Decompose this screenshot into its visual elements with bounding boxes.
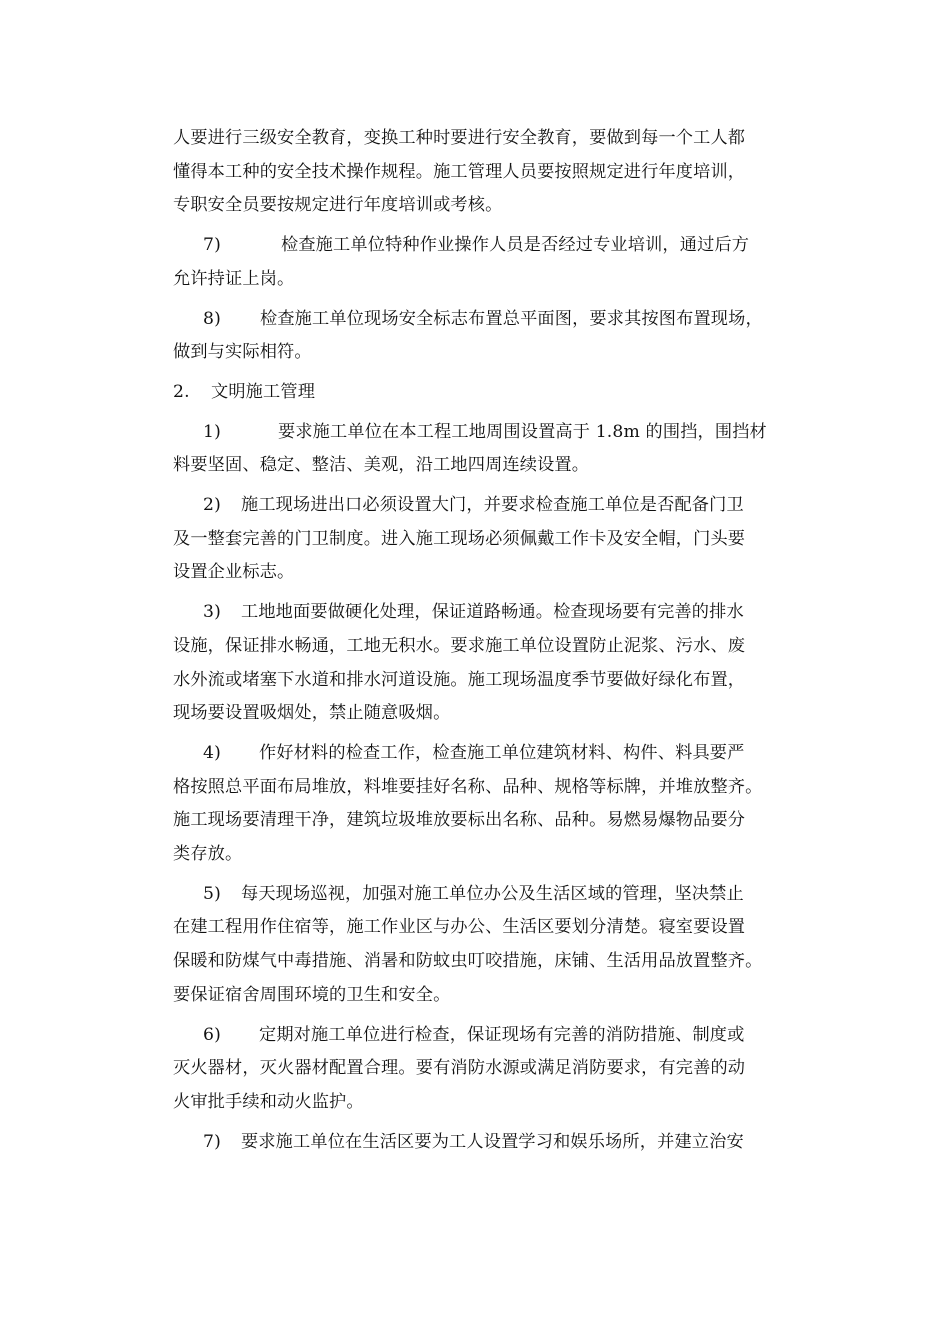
list-item-4-materials xyxy=(173,737,823,872)
list-item-7-recreation xyxy=(173,1126,823,1160)
text-line xyxy=(173,1019,823,1053)
item-text: 施工现场进出口必须设置大门，并要求检查施工单位是否配备门卫 xyxy=(241,495,744,516)
item-text: 要求施工单位在本工程工地周围设置高于 1.8m 的围挡，围挡材 xyxy=(278,421,767,442)
paragraph-continuation xyxy=(173,122,823,223)
item-number: 3) xyxy=(203,602,221,623)
text-line: 做到与实际相符。 xyxy=(173,342,312,363)
text-line: 懂得本工种的安全技术操作规程。施工管理人员要按照规定进行年度培训， xyxy=(173,161,746,182)
text-line xyxy=(173,489,823,523)
text-line xyxy=(173,596,823,630)
text-line: 料要坚固、稳定、整洁、美观，沿工地四周连续设置。 xyxy=(173,455,590,476)
text-line: 及一整套完善的门卫制度。进入施工现场必须佩戴工作卡及安全帽，门头要 xyxy=(173,528,746,549)
text-line: 火审批手续和动火监护。 xyxy=(173,1091,364,1112)
item-text: 定期对施工单位进行检查，保证现场有完善的消防措施、制度或 xyxy=(259,1024,745,1045)
item-number: 8) xyxy=(203,308,221,329)
list-item-6-fire-safety xyxy=(173,1019,823,1120)
item-text: 检查施工单位现场安全标志布置总平面图，要求其按图布置现场， xyxy=(260,308,763,329)
item-text: 要求施工单位在生活区要为工人设置学习和娱乐场所，并建立治安 xyxy=(241,1131,744,1152)
text-line: 要保证宿舍周围环境的卫生和安全。 xyxy=(173,984,451,1005)
text-line: 设施，保证排水畅通，工地无积水。要求施工单位设置防止泥浆、污水、废 xyxy=(173,635,746,656)
section-number: 2. xyxy=(173,381,190,402)
item-number: 4) xyxy=(203,742,221,763)
text-line: 格按照总平面布局堆放，料堆要挂好名称、品种、规格等标牌，并堆放整齐。 xyxy=(173,776,763,797)
text-line: 设置企业标志。 xyxy=(173,562,295,583)
text-line: 专职安全员要按规定进行年度培训或考核。 xyxy=(173,195,503,216)
text-line xyxy=(173,1126,823,1160)
item-text: 工地地面要做硬化处理，保证道路畅通。检查现场要有完善的排水 xyxy=(241,602,744,623)
text-line: 保暖和防煤气中毒措施、消暑和防蚊虫叮咬措施，床铺、生活用品放置整齐。 xyxy=(173,951,763,972)
text-line: 类存放。 xyxy=(173,844,243,865)
text-line xyxy=(173,737,823,771)
text-line: 施工现场要清理干净，建筑垃圾堆放要标出名称、品种。易燃易爆物品要分 xyxy=(173,810,746,831)
text-line: 在建工程用作住宿等，施工作业区与办公、生活区要划分清楚。寝室要设置 xyxy=(173,917,746,938)
item-number: 1) xyxy=(203,421,221,442)
list-item-3-ground xyxy=(173,596,823,731)
text-line: 灭火器材，灭火器材配置合理。要有消防水源或满足消防要求，有完善的动 xyxy=(173,1058,746,1079)
text-line: 允许持证上岗。 xyxy=(173,268,295,289)
list-item-8-safety-signs xyxy=(173,303,823,370)
text-line xyxy=(173,229,823,263)
list-item-1-enclosure xyxy=(173,416,823,483)
section-title: 文明施工管理 xyxy=(211,381,316,402)
text-line xyxy=(173,416,823,450)
item-number: 6) xyxy=(203,1024,221,1045)
item-number: 7) xyxy=(203,1131,221,1152)
item-number: 2) xyxy=(203,495,221,516)
list-item-5-living-area xyxy=(173,878,823,1013)
item-text: 每天现场巡视，加强对施工单位办公及生活区域的管理，坚决禁止 xyxy=(241,883,744,904)
text-line: 水外流或堵塞下水道和排水河道设施。施工现场温度季节要做好绿化布置， xyxy=(173,669,746,690)
item-text: 作好材料的检查工作，检查施工单位建筑材料、构件、料具要严 xyxy=(259,742,745,763)
text-line: 人要进行三级安全教育，变换工种时要进行安全教育，要做到每一个工人都 xyxy=(173,128,746,148)
section-heading xyxy=(173,376,823,410)
item-text: 检查施工单位特种作业操作人员是否经过专业培训，通过后方 xyxy=(281,235,750,256)
text-line xyxy=(173,303,823,337)
text-line: 现场要设置吸烟处，禁止随意吸烟。 xyxy=(173,703,451,724)
document-body xyxy=(173,122,823,1159)
text-line xyxy=(173,878,823,912)
list-item-2-gate xyxy=(173,489,823,590)
list-item-7-safety-training xyxy=(173,229,823,296)
item-number: 7) xyxy=(203,235,221,256)
item-number: 5) xyxy=(203,883,221,904)
